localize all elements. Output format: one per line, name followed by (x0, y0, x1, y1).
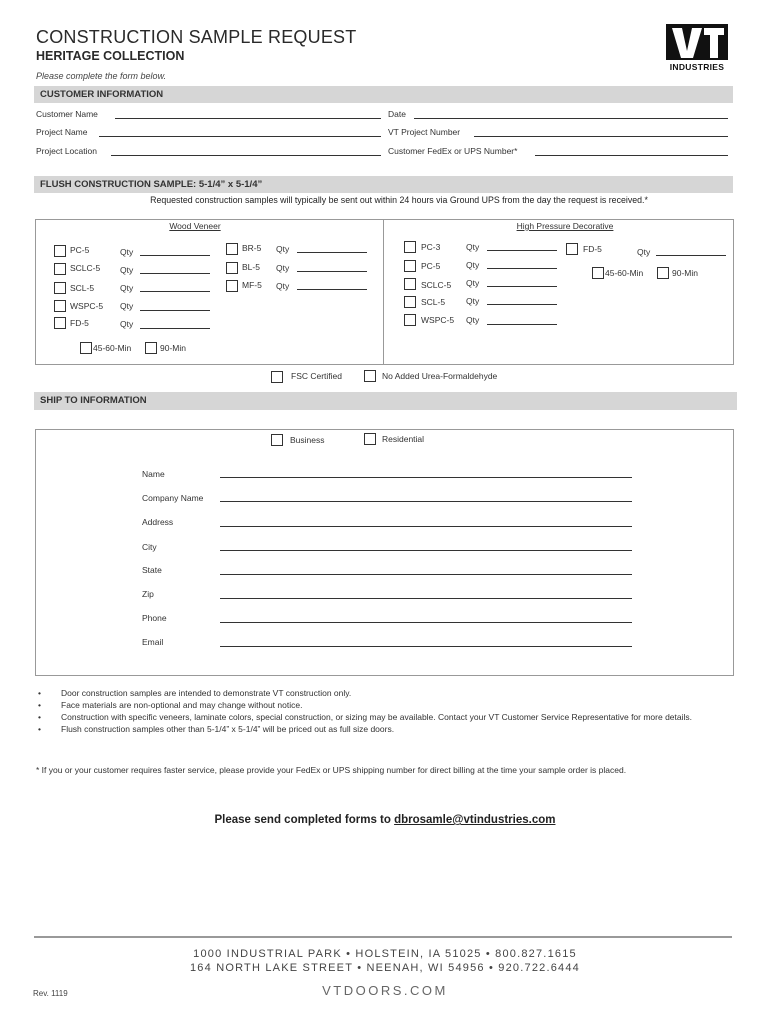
no-urea-formaldehyde-label: No Added Urea-Formaldehyde (382, 371, 498, 381)
note-bullet: • Construction with specific veneers, laminate colors, special construction, or sizing may be available. Contact your VT Customer Service Representative for more details. (36, 711, 726, 723)
business-checkbox[interactable] (271, 434, 283, 446)
wv-wspc5-qty-field[interactable] (140, 310, 210, 311)
hpd-pc3-checkbox[interactable] (404, 241, 416, 253)
wv-pc5-label: PC-5 (70, 245, 90, 255)
ship-zip-label: Zip (142, 589, 154, 599)
business-label: Business (290, 435, 325, 445)
qty-label: Qty (276, 281, 290, 291)
note-bullet: • Flush construction samples other than 5-1/4” x 5-1/4” will be priced out as full size doors. (36, 723, 726, 735)
qty-label: Qty (466, 296, 480, 306)
date-field[interactable] (414, 118, 728, 119)
hpd-pc5-qty-field[interactable] (487, 268, 557, 269)
hpd-fd5-label: FD-5 (583, 244, 602, 254)
hpd-sclc5-checkbox[interactable] (404, 278, 416, 290)
hpd-pc5-checkbox[interactable] (404, 260, 416, 272)
wood-veneer-heading: Wood Veneer (169, 221, 221, 231)
wv-fd5-checkbox[interactable] (54, 317, 66, 329)
hpd-wspc5-checkbox[interactable] (404, 314, 416, 326)
wv-wspc5-label: WSPC-5 (70, 301, 104, 311)
wv-scl5-label: SCL-5 (70, 283, 95, 293)
wv-mf5-qty-field[interactable] (297, 289, 367, 290)
hpd-fd5-checkbox[interactable] (566, 243, 578, 255)
wv-br5-label: BR-5 (242, 243, 262, 253)
no-urea-formaldehyde-checkbox[interactable] (364, 370, 376, 382)
note-bullet: • Face materials are non-optional and may change without notice. (36, 699, 726, 711)
vt-project-number-label: VT Project Number (388, 127, 461, 137)
wv-mf5-label: MF-5 (242, 280, 262, 290)
ship-email-label: Email (142, 637, 164, 647)
customer-info-header: CUSTOMER INFORMATION (34, 86, 733, 103)
send-forms-prefix: Please send completed forms to (214, 814, 395, 826)
ship-zip-field[interactable] (220, 598, 632, 599)
form-subtitle: HERITAGE COLLECTION (36, 49, 185, 63)
send-forms-email-link[interactable]: dbrosamle@vtindustries.com (394, 814, 556, 826)
hpd-scl5-qty-field[interactable] (487, 304, 557, 305)
fedex-ups-label: Customer FedEx or UPS Number* (388, 146, 518, 156)
send-forms-line (0, 814, 770, 826)
project-name-field[interactable] (99, 136, 381, 137)
wv-sclc5-label: SCLC-5 (70, 263, 101, 273)
wv-pc5-checkbox[interactable] (54, 245, 66, 257)
customer-name-field[interactable] (115, 118, 381, 119)
project-name-label: Project Name (36, 127, 88, 137)
flush-sample-header: FLUSH CONSTRUCTION SAMPLE: 5-1/4” x 5-1/4” (34, 176, 733, 193)
ship-to-panel (35, 429, 734, 676)
footer-divider (34, 936, 732, 938)
wv-br5-checkbox[interactable] (226, 243, 238, 255)
residential-checkbox[interactable] (364, 433, 376, 445)
vt-industries-logo (666, 24, 728, 74)
ship-name-label: Name (142, 469, 165, 479)
qty-label: Qty (120, 319, 134, 329)
hpd-90-min-checkbox[interactable] (657, 267, 669, 279)
footnote: * If you or your customer requires faster service, please provide your FedEx or UPS shipping number for direct billing at the time your sample order is placed. (36, 765, 627, 775)
revision-label: Rev. 1119 (33, 989, 68, 998)
ship-company-label: Company Name (142, 493, 204, 503)
qty-label: Qty (466, 315, 480, 325)
wv-wspc5-checkbox[interactable] (54, 300, 66, 312)
footer-address-neenah: 164 NORTH LAKE STREET • NEENAH, WI 54956 • 920.722.6444 (189, 962, 580, 974)
hpd-90-min-label: 90-Min (672, 268, 698, 278)
footer-address-holstein: 1000 INDUSTRIAL PARK • HOLSTEIN, IA 51025 • 800.827.1615 (193, 948, 577, 960)
hpd-sclc5-label: SCLC-5 (421, 280, 452, 290)
qty-label: Qty (120, 301, 134, 311)
wv-sclc5-checkbox[interactable] (54, 263, 66, 275)
ship-phone-field[interactable] (220, 622, 632, 623)
ship-city-label: City (142, 542, 157, 552)
wv-fd5-label: FD-5 (70, 318, 89, 328)
hpd-45-60-min-checkbox[interactable] (592, 267, 604, 279)
wv-scl5-checkbox[interactable] (54, 282, 66, 294)
qty-label: Qty (637, 247, 651, 257)
note-bullet: • Door construction samples are intended to demonstrate VT construction only. (36, 687, 726, 699)
wv-bl5-qty-field[interactable] (297, 271, 367, 272)
vt-project-number-field[interactable] (474, 136, 728, 137)
qty-label: Qty (466, 278, 480, 288)
form-instructions: Please complete the form below. (36, 71, 167, 81)
fsc-certified-label: FSC Certified (291, 371, 343, 381)
wv-90-min-label: 90-Min (160, 343, 186, 353)
wv-scl5-qty-field[interactable] (140, 291, 210, 292)
hpd-panel (383, 219, 734, 365)
ship-name-field[interactable] (220, 477, 632, 478)
wv-sclc5-qty-field[interactable] (140, 273, 210, 274)
ship-phone-label: Phone (142, 613, 167, 623)
fedex-ups-field[interactable] (535, 155, 728, 156)
hpd-pc3-label: PC-3 (421, 242, 441, 252)
wv-mf5-checkbox[interactable] (226, 280, 238, 292)
ship-state-field[interactable] (220, 574, 632, 575)
hpd-wspc5-label: WSPC-5 (421, 315, 455, 325)
notes-list (36, 687, 726, 735)
hpd-fd5-qty-field[interactable] (656, 255, 726, 256)
wv-pc5-qty-field[interactable] (140, 255, 210, 256)
ship-state-label: State (142, 565, 162, 575)
customer-name-label: Customer Name (36, 109, 98, 119)
ship-city-field[interactable] (220, 550, 632, 551)
qty-label: Qty (120, 283, 134, 293)
hpd-pc5-label: PC-5 (421, 261, 441, 271)
wv-90-min-checkbox[interactable] (145, 342, 157, 354)
hpd-45-60-min-label: 45-60-Min (605, 268, 644, 278)
hpd-sclc5-qty-field[interactable] (487, 286, 557, 287)
date-label: Date (388, 109, 406, 119)
ship-email-field[interactable] (220, 646, 632, 647)
ship-address-label: Address (142, 517, 174, 527)
hpd-heading: High Pressure Decorative (516, 221, 614, 231)
qty-label: Qty (276, 263, 290, 273)
wv-fd5-qty-field[interactable] (140, 328, 210, 329)
hpd-pc3-qty-field[interactable] (487, 250, 557, 251)
wv-br5-qty-field[interactable] (297, 252, 367, 253)
hpd-scl5-label: SCL-5 (421, 297, 446, 307)
hpd-wspc5-qty-field[interactable] (487, 324, 557, 325)
wv-45-60-min-checkbox[interactable] (80, 342, 92, 354)
residential-label: Residential (382, 434, 425, 444)
ship-address-field[interactable] (220, 526, 632, 527)
qty-label: Qty (466, 242, 480, 252)
flush-sample-note: Requested construction samples will typically be sent out within 24 hours via Ground UPS from the day the request is received.* (150, 195, 648, 205)
form-title: CONSTRUCTION SAMPLE REQUEST (36, 27, 357, 47)
wv-45-60-min-label: 45-60-Min (93, 343, 132, 353)
wv-bl5-label: BL-5 (242, 262, 260, 272)
logo-wordmark: INDUSTRIES (669, 62, 725, 72)
project-location-label: Project Location (36, 146, 97, 156)
qty-label: Qty (276, 244, 290, 254)
footer-website-link[interactable]: VTDOORS.COM (322, 983, 448, 998)
qty-label: Qty (120, 247, 134, 257)
hpd-scl5-checkbox[interactable] (404, 296, 416, 308)
ship-company-field[interactable] (220, 501, 632, 502)
ship-to-header: SHIP TO INFORMATION (34, 392, 737, 410)
project-location-field[interactable] (111, 155, 381, 156)
fsc-certified-checkbox[interactable] (271, 371, 283, 383)
qty-label: Qty (466, 260, 480, 270)
wv-bl5-checkbox[interactable] (226, 262, 238, 274)
qty-label: Qty (120, 265, 134, 275)
